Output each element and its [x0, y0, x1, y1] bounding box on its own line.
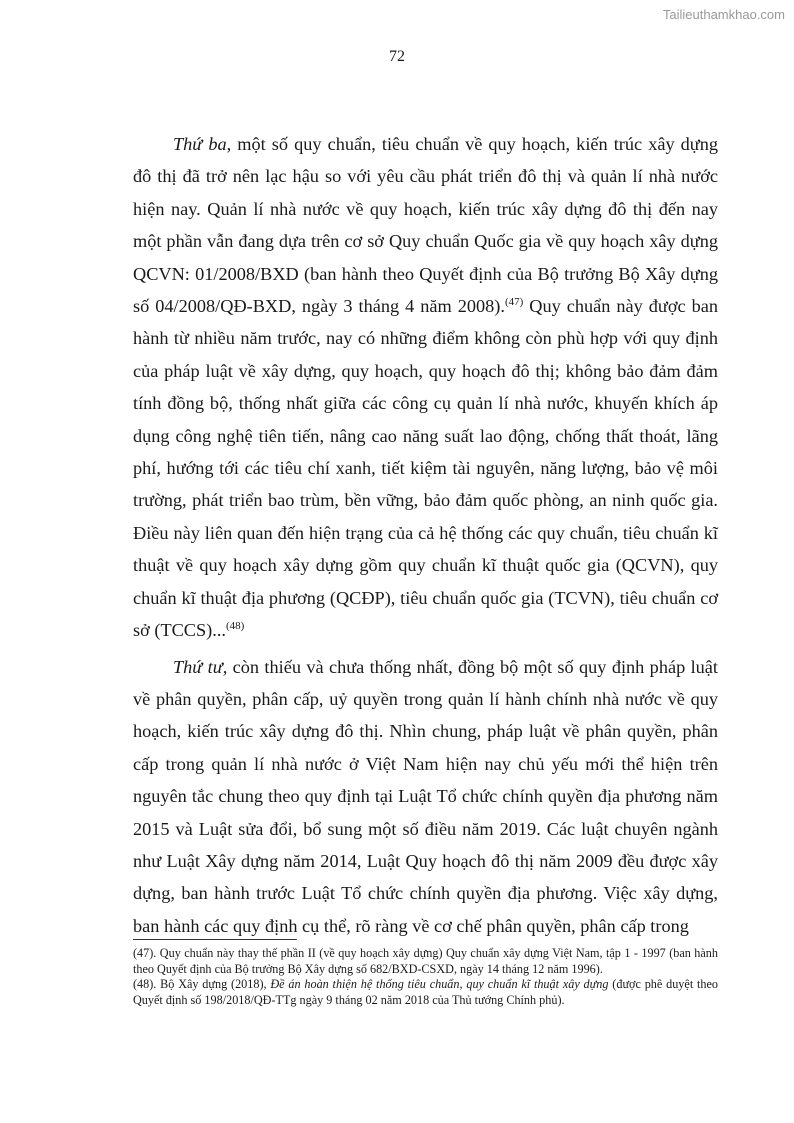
page-number: 72: [389, 48, 405, 65]
footnote-title: Đề án hoàn thiện hệ thống tiêu chuẩn, quy chuẩn kĩ thuật xây dựng: [270, 977, 609, 992]
footnote-ref-47: (47): [504, 296, 524, 309]
footnote-47: (47). Quy chuẩn này thay thế phần II (về quy hoạch xây dựng) Quy chuẩn xây dựng Việt Nam, tập 1 - 1997 (ban hành theo Quyết định của Bộ trưởng Bộ Xây dựng số 682/BXD-CSXD, ngày 14 tháng 12 năm 1996).: [133, 946, 718, 976]
paragraph-thu-tu: [133, 651, 718, 943]
paragraph-lead: Thứ tư,: [173, 656, 228, 677]
paragraph-lead: Thứ ba: [173, 134, 227, 154]
watermark: Tailieuthamkhao.com: [662, 7, 785, 22]
footnote-ref-48: (48): [225, 620, 245, 633]
paragraph-thu-ba: [133, 128, 718, 647]
footnotes: [133, 946, 718, 1008]
paragraph-text: còn thiếu và chưa thống nhất, đồng bộ một số quy định pháp luật về phân quyền, phân cấp, uỷ quyền trong quản lí hành chính nhà nước về quy hoạch, kiến trúc xây dựng đô thị. Nhìn chung, pháp luật về phân quyền, phân cấp trong quản lí nhà nước ở Việt Nam hiện nay chủ yếu mới thể hiện trên nguyên tắc chung theo quy định tại Luật Tổ chức chính quyền địa phương năm 2015 và Luật sửa đổi, bổ sung một số điều năm 2019. Các luật chuyên ngành như Luật Xây dựng năm 2014, Luật Quy hoạch đô thị năm 2009 đều được xây dựng, ban hành trước Luật Tổ chức chính quyền địa phương. Việc xây dựng, ban hành các quy định cụ thể, rõ ràng về cơ chế phân quyền, phân cấp trong: [133, 656, 718, 936]
paragraph-text: Quy chuẩn này được ban hành từ nhiều năm trước, nay có những điểm không còn phù hợp với quy định của pháp luật về xây dựng, quy hoạch, quy hoạch đô thị; không bảo đảm đảm tính đồng bộ, thống nhất giữa các công cụ quản lí nhà nước, khuyến khích áp dụng công nghệ tiên tiến, nâng cao năng suất lao động, chống thất thoát, lãng phí, hướng tới các tiêu chí xanh, tiết kiệm tài nguyên, năng lượng, bảo vệ môi trường, phát triển bao trùm, bền vững, bảo đảm quốc phòng, an ninh quốc gia. Điều này liên quan đến hiện trạng của cả hệ thống các quy chuẩn, tiêu chuẩn kĩ thuật về quy hoạch xây dựng gồm quy chuẩn kĩ thuật quốc gia (QCVN), quy chuẩn kĩ thuật địa phương (QCĐP), tiêu chuẩn quốc gia (TCVN), tiêu chuẩn cơ sở (TCCS)...: [133, 296, 718, 641]
footnote-text: (được phê duyệt theo Quyết định số 198/2018/QĐ-TTg ngày 9 tháng 02 năm 2018 của Thủ tướng Chính phủ).: [133, 977, 718, 1007]
footnote-text: (48). Bộ Xây dựng (2018),: [133, 977, 271, 992]
paragraph-text: , một số quy chuẩn, tiêu chuẩn về quy hoạch, kiến trúc xây dựng đô thị đã trở nên lạc hậu so với yêu cầu phát triển đô thị và quản lí nhà nước hiện nay. Quản lí nhà nước về quy hoạch, kiến trúc xây dựng đô thị đến nay một phần vẫn đang dựa trên cơ sở Quy chuẩn Quốc gia về quy hoạch xây dựng QCVN: 01/2008/BXD (ban hành theo Quyết định của Bộ trưởng Bộ Xây dựng số 04/2008/QĐ-BXD, ngày 3 tháng 4 năm 2008).: [133, 134, 718, 317]
footnote-48: [133, 977, 718, 1008]
footnote-divider: [133, 939, 297, 940]
body-text: [133, 128, 718, 942]
